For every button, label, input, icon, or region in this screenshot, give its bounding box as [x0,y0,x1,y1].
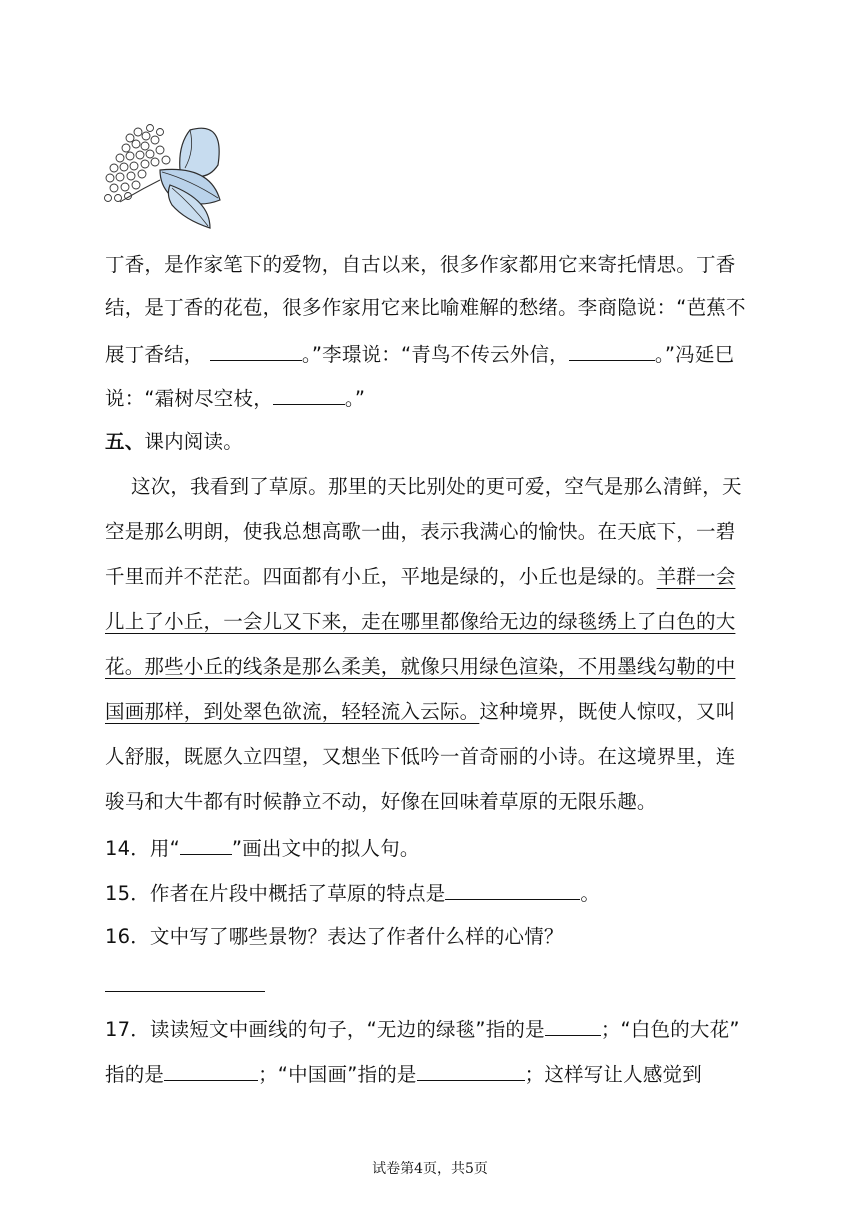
passage2-line-6 [105,699,735,725]
passage1-text: 。”冯延巳 [654,343,735,366]
question-14 [105,834,420,862]
lilac-flower-icon [100,110,235,230]
question-16: 16．文中写了哪些景物？表达了作者什么样的心情？ [105,925,564,948]
passage2-line-8: 骏马和大牛都有时候静立不动，好像在回味着草原的无限乐趣。 [105,790,657,813]
fill-blank-1[interactable] [210,340,302,361]
answer-blank-17b[interactable] [164,1060,258,1081]
passage1-line-1: 丁香，是作家笔下的爱物，自古以来，很多作家都用它来寄托情思。丁香 [105,253,736,276]
underlined-sentence: 羊群一会 [656,565,736,588]
passage1-text: 展丁香结， [105,343,204,366]
page-footer: 试卷第4页，共5页 [372,1161,488,1177]
question-text: ；这样写让人感觉到 [524,1063,702,1086]
underlined-sentence: 儿上了小丘，一会儿又下来，走在哪里都像给无边的绿毯绣上了白色的大 [105,610,736,633]
passage1-text: 。”李璟说：“青鸟不传云外信， [301,343,569,366]
question-17-line-1 [105,1015,740,1043]
passage1-line-4 [105,384,365,412]
section-number: 五、 [105,430,145,453]
passage1-line-3 [105,340,734,368]
passage1-line-2: 结，是丁香的花苞，很多作家用它来比喻难解的愁绪。李商隐说：“芭蕉不 [105,296,746,319]
passage2-line-1: 这次，我看到了草原。那里的天比别处的更可爱，空气是那么清鲜，天 [131,475,742,498]
question-17-line-2 [105,1060,702,1088]
underlined-sentence: 国画那样，到处翠色欲流，轻轻流入云际。 [105,700,480,723]
question-text: ”画出文中的拟人句。 [231,837,420,860]
passage2-line-7: 人舒服，既愿久立四望，又想坐下低吟一首奇丽的小诗。在这境界里，连 [105,745,736,768]
answer-blank-17a[interactable] [545,1015,601,1036]
answer-line-16[interactable] [105,991,265,992]
passage2-text: 千里而并不茫茫。四面都有小丘，平地是绿的，小丘也是绿的。 [105,565,657,588]
section-heading [105,429,243,455]
underline-sample [180,834,232,855]
answer-blank-17c[interactable] [417,1060,525,1081]
question-text: 指的是 [105,1063,165,1086]
passage1-text: 说：“霜树尽空枝， [105,387,273,410]
passage2-line-3 [105,564,735,590]
fill-blank-2[interactable] [569,340,655,361]
question-text: 17．读读短文中画线的句子，“无边的绿毯”指的是 [105,1018,545,1041]
section-title: 课内阅读。 [144,430,243,453]
passage1-text: 。” [344,387,366,410]
underlined-sentence: 花。那些小丘的线条是那么柔美，就像只用绿色渲染，不用墨线勾勒的中 [105,655,736,678]
question-15 [105,879,600,907]
question-text: 。 [580,882,601,905]
passage2-line-2: 空是那么明朗，使我总想高歌一曲，表示我满心的愉快。在天底下，一碧 [105,520,736,543]
passage2-text: 这种境界，既使人惊叹，又叫 [479,700,736,723]
question-text: ；“中国画”指的是 [258,1063,417,1086]
fill-blank-3[interactable] [273,384,345,405]
question-text: 14．用“ [105,837,180,860]
question-text: 15．作者在片段中概括了草原的特点是 [105,882,446,905]
question-text: ；“白色的大花” [600,1018,740,1041]
answer-blank-15[interactable] [445,879,580,900]
